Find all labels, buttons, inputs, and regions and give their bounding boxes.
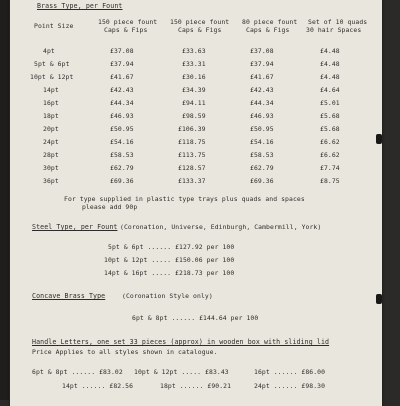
table-cell: 36pt <box>43 177 59 185</box>
table-cell: £44.34 <box>250 99 274 107</box>
table-cell: 16pt <box>43 99 59 107</box>
table-cell: £6.62 <box>320 151 340 159</box>
table-cell: £69.36 <box>110 177 134 185</box>
handle-price-cell: 16pt ...... £86.00 <box>254 368 326 376</box>
col-header-point-size: Point Size <box>34 22 74 30</box>
binder-edge <box>0 0 9 400</box>
col-header-150-fount-a: 150 piece fount <box>98 18 158 26</box>
concave-brass-style: (Coronation Style only) <box>122 292 213 300</box>
handle-price-cell: 18pt ...... £90.21 <box>160 382 232 390</box>
table-cell: £62.79 <box>250 164 274 172</box>
punch-hole <box>376 294 382 304</box>
table-cell: £94.11 <box>182 99 206 107</box>
concave-price-line: 6pt & 8pt ...... £144.64 per 100 <box>132 314 259 322</box>
table-cell: £37.08 <box>250 47 274 55</box>
col-header-80-fount: 80 piece fount <box>242 18 298 26</box>
col-header-hair-spaces: 30 hair Spaces <box>306 26 362 34</box>
steel-type-styles: (Coronation, Universe, Edinburgh, Cambermill, York) <box>120 223 322 231</box>
col-header-caps-figs-c: Caps & Figs <box>246 26 290 34</box>
col-header-150-fount-b: 150 piece fount <box>170 18 230 26</box>
table-cell: £128.57 <box>178 164 206 172</box>
plastic-tray-note: For type supplied in plastic type trays plus quads and spaces <box>64 195 305 203</box>
steel-price-line: 14pt & 16pt ..... £218.73 per 100 <box>104 269 235 277</box>
table-cell: 30pt <box>43 164 59 172</box>
table-cell: £4.48 <box>320 73 340 81</box>
table-cell: £37.08 <box>110 47 134 55</box>
table-cell: £42.43 <box>250 86 274 94</box>
table-cell: £118.75 <box>178 138 206 146</box>
table-cell: 5pt & 6pt <box>34 60 70 68</box>
steel-type-heading: Steel Type, per Fount <box>32 223 118 231</box>
table-cell: £42.43 <box>110 86 134 94</box>
table-cell: 4pt <box>43 47 55 55</box>
table-cell: £46.93 <box>250 112 274 120</box>
table-cell: £33.63 <box>182 47 206 55</box>
steel-price-line: 10pt & 12pt ..... £150.06 per 100 <box>104 256 235 264</box>
table-cell: 24pt <box>43 138 59 146</box>
table-cell: £4.48 <box>320 47 340 55</box>
punch-hole <box>376 134 382 144</box>
table-cell: 10pt & 12pt <box>30 73 74 81</box>
table-cell: £133.37 <box>178 177 206 185</box>
handle-price-cell: 14pt ...... £82.56 <box>62 382 134 390</box>
col-header-caps-figs-b: Caps & Figs <box>178 26 222 34</box>
table-cell: £4.48 <box>320 60 340 68</box>
table-cell: £50.95 <box>250 125 274 133</box>
col-header-set-quads: Set of 10 quads <box>308 18 368 26</box>
table-cell: 18pt <box>43 112 59 120</box>
table-cell: £5.68 <box>320 125 340 133</box>
plastic-tray-note-line2: please add 90p <box>82 203 138 211</box>
table-cell: £54.16 <box>110 138 134 146</box>
document-page <box>10 0 382 406</box>
table-cell: £113.75 <box>178 151 206 159</box>
table-cell: £44.34 <box>110 99 134 107</box>
table-cell: £41.67 <box>110 73 134 81</box>
table-cell: 14pt <box>43 86 59 94</box>
table-cell: £33.31 <box>182 60 206 68</box>
table-cell: £8.75 <box>320 177 340 185</box>
table-cell: 28pt <box>43 151 59 159</box>
table-cell: £37.94 <box>110 60 134 68</box>
handle-price-cell: 6pt & 8pt ...... £83.02 <box>32 368 123 376</box>
brass-type-heading: Brass Type, per Fount <box>37 2 123 10</box>
table-cell: £98.59 <box>182 112 206 120</box>
table-cell: £41.67 <box>250 73 274 81</box>
table-cell: £58.53 <box>110 151 134 159</box>
table-cell: £5.01 <box>320 99 340 107</box>
handle-letters-heading: Handle Letters, one set 33 pieces (approx) in wooden box with sliding lid <box>32 338 330 346</box>
table-cell: £5.68 <box>320 112 340 120</box>
table-cell: £69.36 <box>250 177 274 185</box>
table-cell: £106.39 <box>178 125 206 133</box>
col-header-caps-figs-a: Caps & Fips <box>104 26 148 34</box>
table-cell: £7.74 <box>320 164 340 172</box>
table-cell: £62.79 <box>110 164 134 172</box>
handle-price-cell: 24pt ...... £98.30 <box>254 382 326 390</box>
concave-brass-heading: Concave Brass Type <box>32 292 106 300</box>
handle-price-cell: 10pt & 12pt ..... £83.43 <box>134 368 229 376</box>
table-cell: 20pt <box>43 125 59 133</box>
table-cell: £34.39 <box>182 86 206 94</box>
table-cell: £30.16 <box>182 73 206 81</box>
table-cell: £58.53 <box>250 151 274 159</box>
table-cell: £4.64 <box>320 86 340 94</box>
table-cell: £6.62 <box>320 138 340 146</box>
steel-price-line: 5pt & 6pt ...... £127.92 per 100 <box>108 243 235 251</box>
table-cell: £54.16 <box>250 138 274 146</box>
table-cell: £37.94 <box>250 60 274 68</box>
table-cell: £46.93 <box>110 112 134 120</box>
handle-letters-note: Price Applies to all styles shown in catalogue. <box>32 348 218 356</box>
table-cell: £50.95 <box>110 125 134 133</box>
